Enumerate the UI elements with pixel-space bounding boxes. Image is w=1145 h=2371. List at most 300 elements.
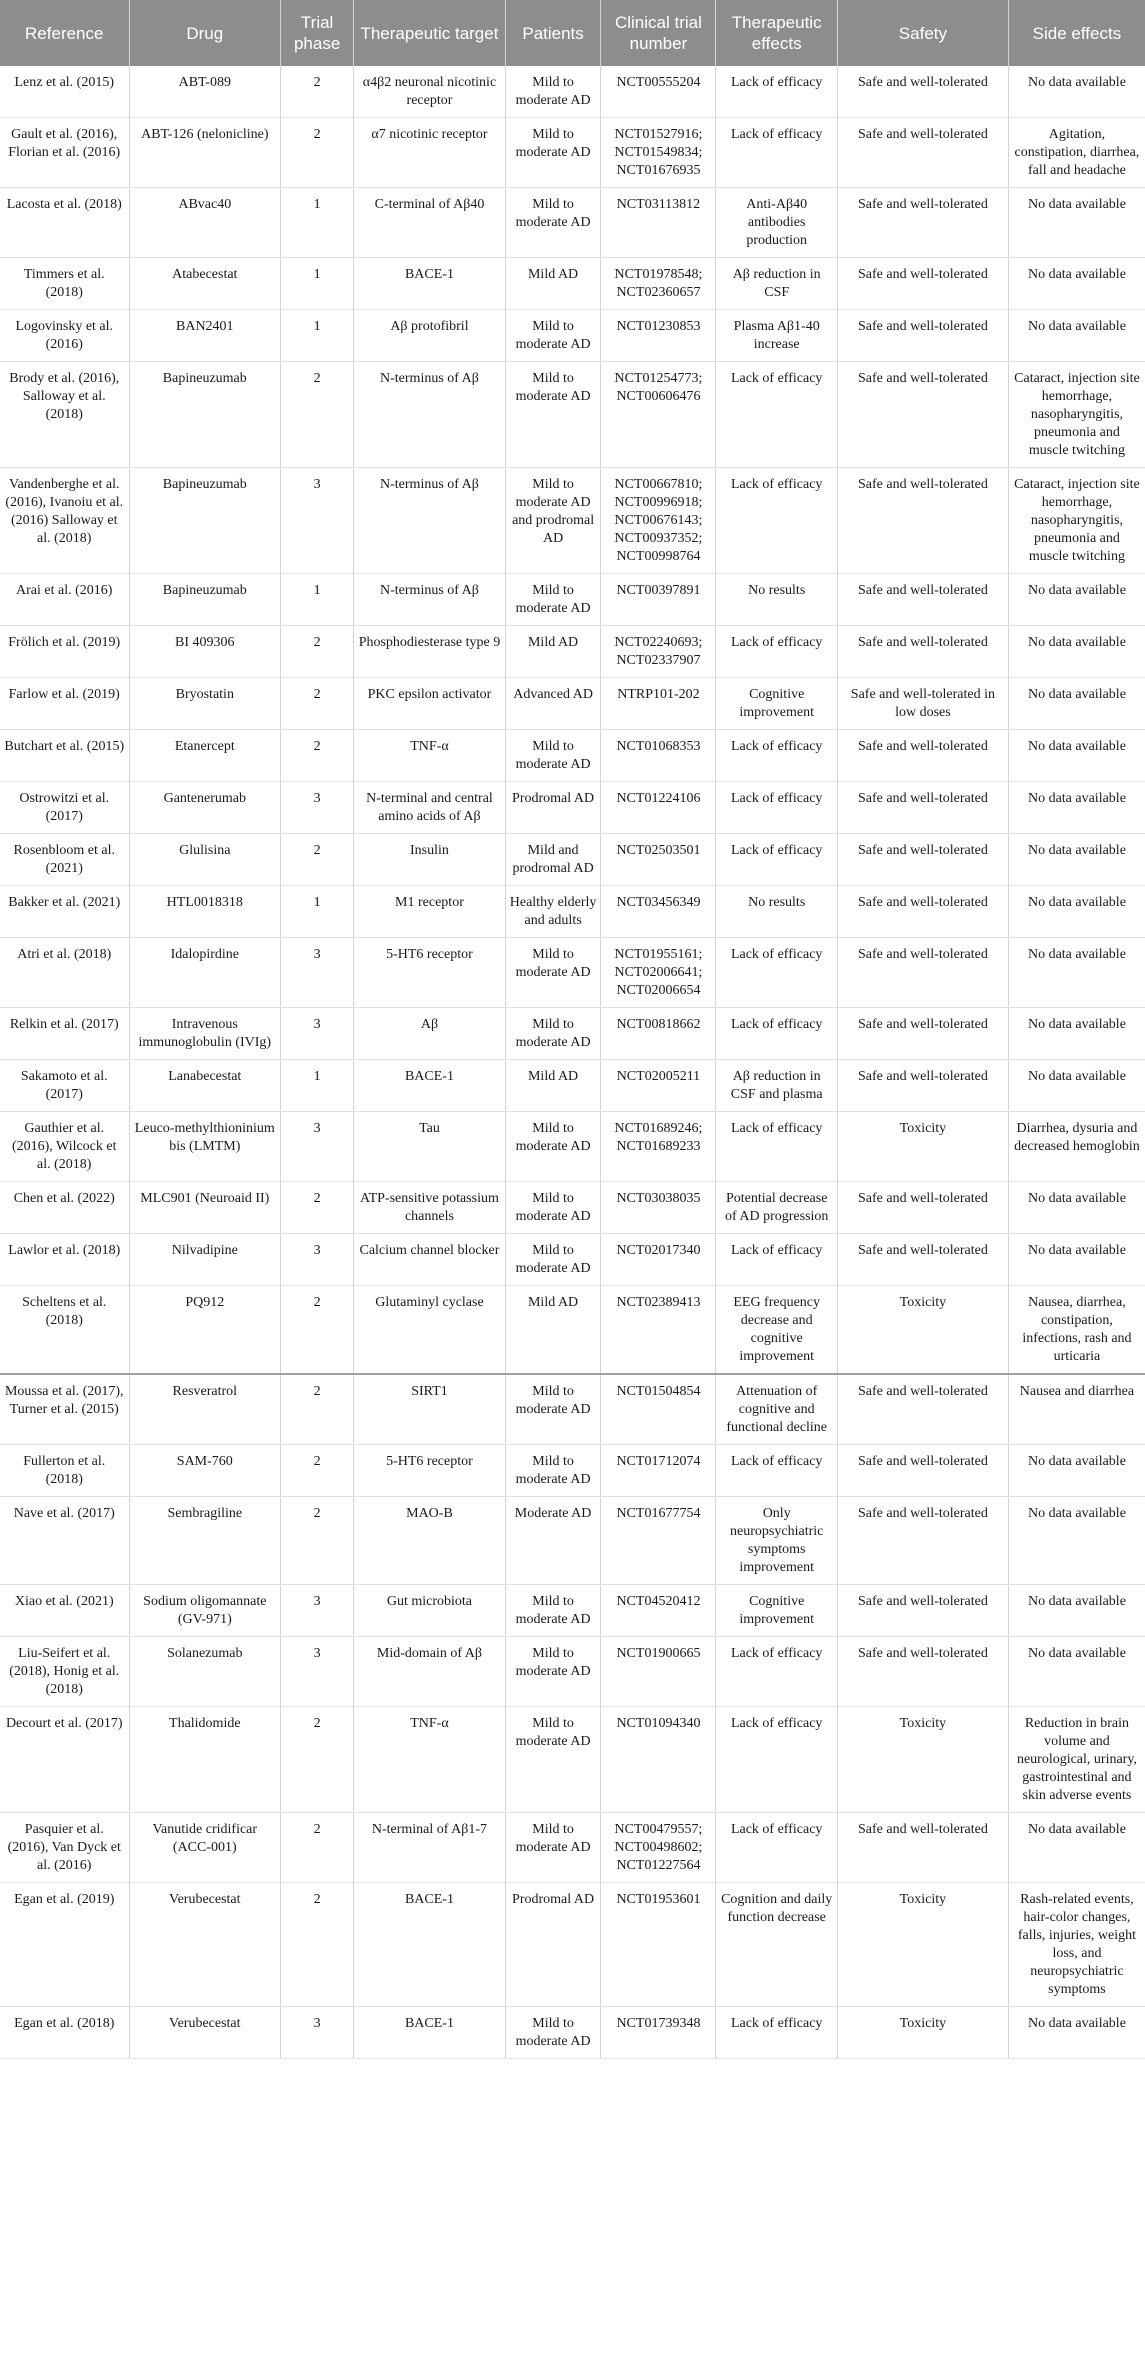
cell-patients: Prodromal AD — [505, 1883, 601, 2007]
cell-therapeutic-effects: Attenuation of cognitive and functional decline — [716, 1374, 837, 1445]
cell-reference: Farlow et al. (2019) — [0, 678, 129, 730]
table-row — [0, 1497, 1145, 1585]
table-row — [0, 468, 1145, 574]
column-header-therapeutic-target: Therapeutic target — [354, 0, 506, 66]
cell-safety: Safe and well-tolerated — [837, 1008, 1008, 1060]
cell-therapeutic-target: ATP-sensitive potassium channels — [354, 1182, 506, 1234]
cell-trial-phase: 2 — [281, 834, 354, 886]
cell-therapeutic-effects: Lack of efficacy — [716, 834, 837, 886]
cell-reference: Brody et al. (2016), Salloway et al. (2018) — [0, 362, 129, 468]
cell-trial-phase: 2 — [281, 1813, 354, 1883]
cell-trial-phase: 2 — [281, 66, 354, 118]
cell-clinical-trial-number: NCT02503501 — [601, 834, 716, 886]
cell-side-effects: No data available — [1008, 1445, 1145, 1497]
cell-patients: Mild AD — [505, 258, 601, 310]
cell-clinical-trial-number: NCT01739348 — [601, 2007, 716, 2059]
cell-drug: SAM-760 — [129, 1445, 281, 1497]
cell-drug: BAN2401 — [129, 310, 281, 362]
table-header — [0, 0, 1145, 66]
cell-therapeutic-effects: Lack of efficacy — [716, 118, 837, 188]
cell-therapeutic-effects: Lack of efficacy — [716, 730, 837, 782]
cell-therapeutic-effects: No results — [716, 574, 837, 626]
cell-clinical-trial-number: NCT02240693; NCT02337907 — [601, 626, 716, 678]
cell-safety: Safe and well-tolerated — [837, 468, 1008, 574]
cell-trial-phase: 2 — [281, 1374, 354, 1445]
table-row — [0, 1445, 1145, 1497]
table-row — [0, 1585, 1145, 1637]
cell-safety: Safe and well-tolerated — [837, 188, 1008, 258]
table-row — [0, 678, 1145, 730]
column-header-patients: Patients — [505, 0, 601, 66]
cell-therapeutic-target: Mid-domain of Aβ — [354, 1637, 506, 1707]
cell-trial-phase: 3 — [281, 1234, 354, 1286]
cell-therapeutic-effects: Lack of efficacy — [716, 1008, 837, 1060]
cell-side-effects: No data available — [1008, 782, 1145, 834]
table-row — [0, 258, 1145, 310]
cell-side-effects: No data available — [1008, 730, 1145, 782]
cell-trial-phase: 2 — [281, 626, 354, 678]
column-header-side-effects: Side effects — [1008, 0, 1145, 66]
cell-safety: Safe and well-tolerated — [837, 730, 1008, 782]
cell-patients: Mild to moderate AD — [505, 1182, 601, 1234]
cell-patients: Mild to moderate AD — [505, 1637, 601, 1707]
cell-clinical-trial-number: NCT03456349 — [601, 886, 716, 938]
cell-therapeutic-target: MAO-B — [354, 1497, 506, 1585]
cell-side-effects: No data available — [1008, 258, 1145, 310]
cell-safety: Safe and well-tolerated — [837, 362, 1008, 468]
cell-drug: ABT-089 — [129, 66, 281, 118]
cell-therapeutic-effects: Anti-Aβ40 antibodies production — [716, 188, 837, 258]
cell-safety: Safe and well-tolerated — [837, 66, 1008, 118]
cell-trial-phase: 2 — [281, 678, 354, 730]
cell-reference: Scheltens et al. (2018) — [0, 1286, 129, 1375]
table-row — [0, 1112, 1145, 1182]
cell-drug: Idalopirdine — [129, 938, 281, 1008]
cell-clinical-trial-number: NCT01504854 — [601, 1374, 716, 1445]
cell-therapeutic-effects: Plasma Aβ1-40 increase — [716, 310, 837, 362]
cell-therapeutic-target: 5-HT6 receptor — [354, 938, 506, 1008]
cell-therapeutic-effects: Potential decrease of AD progression — [716, 1182, 837, 1234]
cell-therapeutic-effects: Lack of efficacy — [716, 1813, 837, 1883]
cell-reference: Chen et al. (2022) — [0, 1182, 129, 1234]
cell-patients: Healthy elderly and adults — [505, 886, 601, 938]
cell-therapeutic-effects: Lack of efficacy — [716, 782, 837, 834]
cell-patients: Mild to moderate AD — [505, 1112, 601, 1182]
cell-clinical-trial-number: NCT01689246; NCT01689233 — [601, 1112, 716, 1182]
cell-patients: Prodromal AD — [505, 782, 601, 834]
cell-therapeutic-effects: Lack of efficacy — [716, 1445, 837, 1497]
cell-patients: Mild to moderate AD — [505, 66, 601, 118]
cell-therapeutic-target: N-terminus of Aβ — [354, 574, 506, 626]
cell-drug: Sodium oligomannate (GV-971) — [129, 1585, 281, 1637]
cell-side-effects: No data available — [1008, 1813, 1145, 1883]
cell-safety: Safe and well-tolerated — [837, 938, 1008, 1008]
cell-clinical-trial-number: NCT02005211 — [601, 1060, 716, 1112]
table-row — [0, 1813, 1145, 1883]
cell-therapeutic-effects: Only neuropsychiatric symptoms improvement — [716, 1497, 837, 1585]
cell-safety: Toxicity — [837, 1286, 1008, 1375]
cell-safety: Safe and well-tolerated — [837, 1637, 1008, 1707]
cell-reference: Lacosta et al. (2018) — [0, 188, 129, 258]
cell-clinical-trial-number: NCT01712074 — [601, 1445, 716, 1497]
cell-side-effects: Reduction in brain volume and neurological, urinary, gastrointestinal and skin adverse events — [1008, 1707, 1145, 1813]
cell-clinical-trial-number: NCT02389413 — [601, 1286, 716, 1375]
table-row — [0, 1637, 1145, 1707]
table-row — [0, 1008, 1145, 1060]
cell-therapeutic-target: BACE-1 — [354, 258, 506, 310]
cell-drug: Intravenous immunoglobulin (IVIg) — [129, 1008, 281, 1060]
cell-therapeutic-target: Aβ — [354, 1008, 506, 1060]
cell-therapeutic-effects: Aβ reduction in CSF and plasma — [716, 1060, 837, 1112]
cell-drug: Bapineuzumab — [129, 468, 281, 574]
cell-safety: Safe and well-tolerated — [837, 574, 1008, 626]
cell-therapeutic-effects: Cognitive improvement — [716, 1585, 837, 1637]
cell-drug: ABvac40 — [129, 188, 281, 258]
cell-patients: Mild to moderate AD — [505, 1374, 601, 1445]
cell-side-effects: Cataract, injection site hemorrhage, nasopharyngitis, pneumonia and muscle twitching — [1008, 468, 1145, 574]
cell-therapeutic-effects: Lack of efficacy — [716, 362, 837, 468]
cell-drug: Solanezumab — [129, 1637, 281, 1707]
cell-drug: Bryostatin — [129, 678, 281, 730]
cell-side-effects: No data available — [1008, 66, 1145, 118]
cell-clinical-trial-number: NCT01527916; NCT01549834; NCT01676935 — [601, 118, 716, 188]
cell-patients: Mild to moderate AD — [505, 1813, 601, 1883]
cell-safety: Safe and well-tolerated — [837, 1445, 1008, 1497]
cell-safety: Safe and well-tolerated — [837, 1060, 1008, 1112]
cell-trial-phase: 2 — [281, 362, 354, 468]
cell-reference: Logovinsky et al. (2016) — [0, 310, 129, 362]
cell-therapeutic-target: SIRT1 — [354, 1374, 506, 1445]
cell-therapeutic-target: Glutaminyl cyclase — [354, 1286, 506, 1375]
cell-trial-phase: 3 — [281, 2007, 354, 2059]
cell-side-effects: No data available — [1008, 310, 1145, 362]
cell-trial-phase: 2 — [281, 1445, 354, 1497]
cell-side-effects: No data available — [1008, 1585, 1145, 1637]
cell-safety: Safe and well-tolerated — [837, 886, 1008, 938]
cell-patients: Mild AD — [505, 1286, 601, 1375]
cell-safety: Toxicity — [837, 1883, 1008, 2007]
cell-trial-phase: 3 — [281, 1008, 354, 1060]
cell-drug: MLC901 (Neuroaid II) — [129, 1182, 281, 1234]
cell-clinical-trial-number: NCT01953601 — [601, 1883, 716, 2007]
cell-safety: Safe and well-tolerated — [837, 1374, 1008, 1445]
cell-therapeutic-target: Tau — [354, 1112, 506, 1182]
cell-drug: Thalidomide — [129, 1707, 281, 1813]
cell-safety: Safe and well-tolerated — [837, 1182, 1008, 1234]
cell-side-effects: No data available — [1008, 1182, 1145, 1234]
cell-patients: Mild to moderate AD — [505, 188, 601, 258]
cell-side-effects: Rash-related events, hair-color changes, falls, injuries, weight loss, and neuropsychiatric symptoms — [1008, 1883, 1145, 2007]
cell-patients: Mild to moderate AD — [505, 938, 601, 1008]
cell-reference: Egan et al. (2018) — [0, 2007, 129, 2059]
column-header-drug: Drug — [129, 0, 281, 66]
cell-therapeutic-target: N-terminus of Aβ — [354, 362, 506, 468]
cell-therapeutic-effects: Lack of efficacy — [716, 1637, 837, 1707]
table-row — [0, 1286, 1145, 1375]
cell-reference: Nave et al. (2017) — [0, 1497, 129, 1585]
cell-safety: Toxicity — [837, 1707, 1008, 1813]
cell-clinical-trial-number: NCT00479557; NCT00498602; NCT01227564 — [601, 1813, 716, 1883]
table-row — [0, 1182, 1145, 1234]
cell-side-effects: No data available — [1008, 938, 1145, 1008]
cell-drug: Verubecestat — [129, 2007, 281, 2059]
cell-reference: Liu-Seifert et al. (2018), Honig et al. (2018) — [0, 1637, 129, 1707]
cell-therapeutic-target: α7 nicotinic receptor — [354, 118, 506, 188]
cell-reference: Lawlor et al. (2018) — [0, 1234, 129, 1286]
cell-therapeutic-effects: Lack of efficacy — [716, 626, 837, 678]
cell-reference: Decourt et al. (2017) — [0, 1707, 129, 1813]
table-row — [0, 938, 1145, 1008]
cell-drug: Gantenerumab — [129, 782, 281, 834]
cell-therapeutic-target: N-terminus of Aβ — [354, 468, 506, 574]
cell-therapeutic-effects: Lack of efficacy — [716, 468, 837, 574]
cell-therapeutic-target: 5-HT6 receptor — [354, 1445, 506, 1497]
cell-reference: Frölich et al. (2019) — [0, 626, 129, 678]
cell-drug: Etanercept — [129, 730, 281, 782]
cell-side-effects: Agitation, constipation, diarrhea, fall and headache — [1008, 118, 1145, 188]
table-row — [0, 118, 1145, 188]
cell-drug: Bapineuzumab — [129, 574, 281, 626]
cell-side-effects: Nausea and diarrhea — [1008, 1374, 1145, 1445]
cell-clinical-trial-number: NCT01094340 — [601, 1707, 716, 1813]
table-row — [0, 1234, 1145, 1286]
cell-trial-phase: 2 — [281, 1707, 354, 1813]
cell-safety: Safe and well-tolerated — [837, 1585, 1008, 1637]
cell-clinical-trial-number: NCT01224106 — [601, 782, 716, 834]
cell-safety: Toxicity — [837, 1112, 1008, 1182]
cell-patients: Mild and prodromal AD — [505, 834, 601, 886]
cell-patients: Mild to moderate AD — [505, 1585, 601, 1637]
cell-reference: Ostrowitzi et al. (2017) — [0, 782, 129, 834]
cell-reference: Rosenbloom et al. (2021) — [0, 834, 129, 886]
cell-clinical-trial-number: NCT01254773; NCT00606476 — [601, 362, 716, 468]
cell-therapeutic-target: N-terminal and central amino acids of Aβ — [354, 782, 506, 834]
cell-patients: Mild AD — [505, 626, 601, 678]
cell-side-effects: No data available — [1008, 188, 1145, 258]
cell-side-effects: No data available — [1008, 574, 1145, 626]
cell-reference: Fullerton et al. (2018) — [0, 1445, 129, 1497]
cell-patients: Mild to moderate AD — [505, 362, 601, 468]
cell-clinical-trial-number: NCT03113812 — [601, 188, 716, 258]
cell-drug: Nilvadipine — [129, 1234, 281, 1286]
table-row — [0, 362, 1145, 468]
column-header-safety: Safety — [837, 0, 1008, 66]
cell-drug: Sembragiline — [129, 1497, 281, 1585]
cell-safety: Safe and well-tolerated — [837, 1497, 1008, 1585]
cell-therapeutic-target: PKC epsilon activator — [354, 678, 506, 730]
table-row — [0, 1883, 1145, 2007]
cell-trial-phase: 1 — [281, 258, 354, 310]
cell-clinical-trial-number: NCT02017340 — [601, 1234, 716, 1286]
cell-clinical-trial-number: NCT01230853 — [601, 310, 716, 362]
cell-reference: Lenz et al. (2015) — [0, 66, 129, 118]
cell-drug: Bapineuzumab — [129, 362, 281, 468]
cell-therapeutic-target: α4β2 neuronal nicotinic receptor — [354, 66, 506, 118]
cell-drug: BI 409306 — [129, 626, 281, 678]
cell-trial-phase: 1 — [281, 574, 354, 626]
table-row — [0, 1707, 1145, 1813]
cell-clinical-trial-number: NTRP101-202 — [601, 678, 716, 730]
cell-trial-phase: 1 — [281, 310, 354, 362]
cell-drug: Atabecestat — [129, 258, 281, 310]
table-body — [0, 66, 1145, 2059]
cell-reference: Gault et al. (2016), Florian et al. (2016) — [0, 118, 129, 188]
cell-therapeutic-effects: Aβ reduction in CSF — [716, 258, 837, 310]
cell-therapeutic-effects: Cognitive improvement — [716, 678, 837, 730]
cell-side-effects: No data available — [1008, 1060, 1145, 1112]
column-header-therapeutic-effects: Therapeutic effects — [716, 0, 837, 66]
cell-clinical-trial-number: NCT03038035 — [601, 1182, 716, 1234]
cell-therapeutic-target: BACE-1 — [354, 1060, 506, 1112]
cell-patients: Mild to moderate AD — [505, 1445, 601, 1497]
cell-clinical-trial-number: NCT00397891 — [601, 574, 716, 626]
cell-trial-phase: 1 — [281, 1060, 354, 1112]
cell-trial-phase: 3 — [281, 1112, 354, 1182]
cell-side-effects: No data available — [1008, 1637, 1145, 1707]
cell-drug: Lanabecestat — [129, 1060, 281, 1112]
cell-patients: Mild to moderate AD — [505, 574, 601, 626]
cell-clinical-trial-number: NCT01955161; NCT02006641; NCT02006654 — [601, 938, 716, 1008]
cell-drug: PQ912 — [129, 1286, 281, 1375]
cell-therapeutic-effects: Lack of efficacy — [716, 1112, 837, 1182]
cell-safety: Safe and well-tolerated — [837, 834, 1008, 886]
cell-drug: HTL0018318 — [129, 886, 281, 938]
cell-therapeutic-target: Aβ protofibril — [354, 310, 506, 362]
cell-drug: Vanutide cridificar (ACC-001) — [129, 1813, 281, 1883]
cell-patients: Mild to moderate AD — [505, 1008, 601, 1060]
table-row — [0, 310, 1145, 362]
table-row — [0, 626, 1145, 678]
cell-side-effects: Nausea, diarrhea, constipation, infections, rash and urticaria — [1008, 1286, 1145, 1375]
cell-side-effects: Diarrhea, dysuria and decreased hemoglobin — [1008, 1112, 1145, 1182]
cell-clinical-trial-number: NCT01677754 — [601, 1497, 716, 1585]
table-row — [0, 834, 1145, 886]
cell-safety: Safe and well-tolerated — [837, 626, 1008, 678]
cell-trial-phase: 1 — [281, 188, 354, 258]
cell-patients: Mild AD — [505, 1060, 601, 1112]
cell-patients: Advanced AD — [505, 678, 601, 730]
cell-safety: Safe and well-tolerated — [837, 1234, 1008, 1286]
cell-drug: Resveratrol — [129, 1374, 281, 1445]
cell-drug: Verubecestat — [129, 1883, 281, 2007]
cell-reference: Xiao et al. (2021) — [0, 1585, 129, 1637]
cell-side-effects: No data available — [1008, 2007, 1145, 2059]
cell-side-effects: No data available — [1008, 1234, 1145, 1286]
cell-therapeutic-effects: Cognition and daily function decrease — [716, 1883, 837, 2007]
cell-therapeutic-target: C-terminal of Aβ40 — [354, 188, 506, 258]
table-row — [0, 66, 1145, 118]
cell-drug: ABT-126 (nelonicline) — [129, 118, 281, 188]
cell-side-effects: No data available — [1008, 834, 1145, 886]
cell-therapeutic-target: Phosphodiesterase type 9 — [354, 626, 506, 678]
cell-reference: Bakker et al. (2021) — [0, 886, 129, 938]
cell-therapeutic-effects: Lack of efficacy — [716, 1234, 837, 1286]
cell-trial-phase: 2 — [281, 730, 354, 782]
cell-therapeutic-effects: Lack of efficacy — [716, 938, 837, 1008]
cell-clinical-trial-number: NCT00555204 — [601, 66, 716, 118]
cell-trial-phase: 2 — [281, 1286, 354, 1375]
cell-therapeutic-target: N-terminal of Aβ1-7 — [354, 1813, 506, 1883]
table-row — [0, 2007, 1145, 2059]
table-row — [0, 1060, 1145, 1112]
cell-clinical-trial-number: NCT01068353 — [601, 730, 716, 782]
cell-therapeutic-target: BACE-1 — [354, 1883, 506, 2007]
cell-trial-phase: 3 — [281, 468, 354, 574]
cell-therapeutic-target: Gut microbiota — [354, 1585, 506, 1637]
cell-patients: Mild to moderate AD — [505, 2007, 601, 2059]
cell-therapeutic-effects: Lack of efficacy — [716, 1707, 837, 1813]
cell-therapeutic-effects: No results — [716, 886, 837, 938]
cell-trial-phase: 1 — [281, 886, 354, 938]
cell-reference: Atri et al. (2018) — [0, 938, 129, 1008]
header-row — [0, 0, 1145, 66]
cell-safety: Safe and well-tolerated — [837, 118, 1008, 188]
cell-reference: Egan et al. (2019) — [0, 1883, 129, 2007]
cell-patients: Mild to moderate AD — [505, 730, 601, 782]
cell-side-effects: No data available — [1008, 1497, 1145, 1585]
cell-clinical-trial-number: NCT01900665 — [601, 1637, 716, 1707]
cell-reference: Arai et al. (2016) — [0, 574, 129, 626]
column-header-reference: Reference — [0, 0, 129, 66]
cell-therapeutic-target: Calcium channel blocker — [354, 1234, 506, 1286]
cell-safety: Safe and well-tolerated — [837, 782, 1008, 834]
cell-reference: Vandenberghe et al. (2016), Ivanoiu et al. (2016) Salloway et al. (2018) — [0, 468, 129, 574]
cell-safety: Safe and well-tolerated in low doses — [837, 678, 1008, 730]
cell-side-effects: No data available — [1008, 1008, 1145, 1060]
cell-side-effects: Cataract, injection site hemorrhage, nasopharyngitis, pneumonia and muscle twitching — [1008, 362, 1145, 468]
cell-therapeutic-target: TNF-α — [354, 1707, 506, 1813]
table-row — [0, 730, 1145, 782]
cell-clinical-trial-number: NCT00667810; NCT00996918; NCT00676143; NCT00937352; NCT00998764 — [601, 468, 716, 574]
cell-side-effects: No data available — [1008, 626, 1145, 678]
cell-trial-phase: 2 — [281, 1883, 354, 2007]
cell-patients: Mild to moderate AD — [505, 1234, 601, 1286]
cell-side-effects: No data available — [1008, 886, 1145, 938]
cell-therapeutic-target: TNF-α — [354, 730, 506, 782]
cell-therapeutic-target: M1 receptor — [354, 886, 506, 938]
cell-safety: Toxicity — [837, 2007, 1008, 2059]
cell-trial-phase: 2 — [281, 1182, 354, 1234]
cell-trial-phase: 3 — [281, 1637, 354, 1707]
cell-safety: Safe and well-tolerated — [837, 258, 1008, 310]
column-header-clinical-trial-number: Clinical trial number — [601, 0, 716, 66]
cell-patients: Mild to moderate AD and prodromal AD — [505, 468, 601, 574]
cell-safety: Safe and well-tolerated — [837, 1813, 1008, 1883]
cell-reference: Timmers et al. (2018) — [0, 258, 129, 310]
cell-trial-phase: 2 — [281, 118, 354, 188]
cell-therapeutic-target: Insulin — [354, 834, 506, 886]
table-row — [0, 1374, 1145, 1445]
cell-reference: Moussa et al. (2017), Turner et al. (2015) — [0, 1374, 129, 1445]
table-row — [0, 782, 1145, 834]
cell-trial-phase: 3 — [281, 938, 354, 1008]
cell-trial-phase: 3 — [281, 782, 354, 834]
cell-therapeutic-effects: Lack of efficacy — [716, 2007, 837, 2059]
cell-clinical-trial-number: NCT00818662 — [601, 1008, 716, 1060]
table-row — [0, 188, 1145, 258]
cell-clinical-trial-number: NCT01978548; NCT02360657 — [601, 258, 716, 310]
cell-reference: Butchart et al. (2015) — [0, 730, 129, 782]
cell-drug: Glulisina — [129, 834, 281, 886]
cell-therapeutic-effects: EEG frequency decrease and cognitive improvement — [716, 1286, 837, 1375]
cell-patients: Moderate AD — [505, 1497, 601, 1585]
cell-clinical-trial-number: NCT04520412 — [601, 1585, 716, 1637]
cell-patients: Mild to moderate AD — [505, 310, 601, 362]
table-row — [0, 574, 1145, 626]
table-row — [0, 886, 1145, 938]
cell-reference: Pasquier et al. (2016), Van Dyck et al. (2016) — [0, 1813, 129, 1883]
cell-side-effects: No data available — [1008, 678, 1145, 730]
